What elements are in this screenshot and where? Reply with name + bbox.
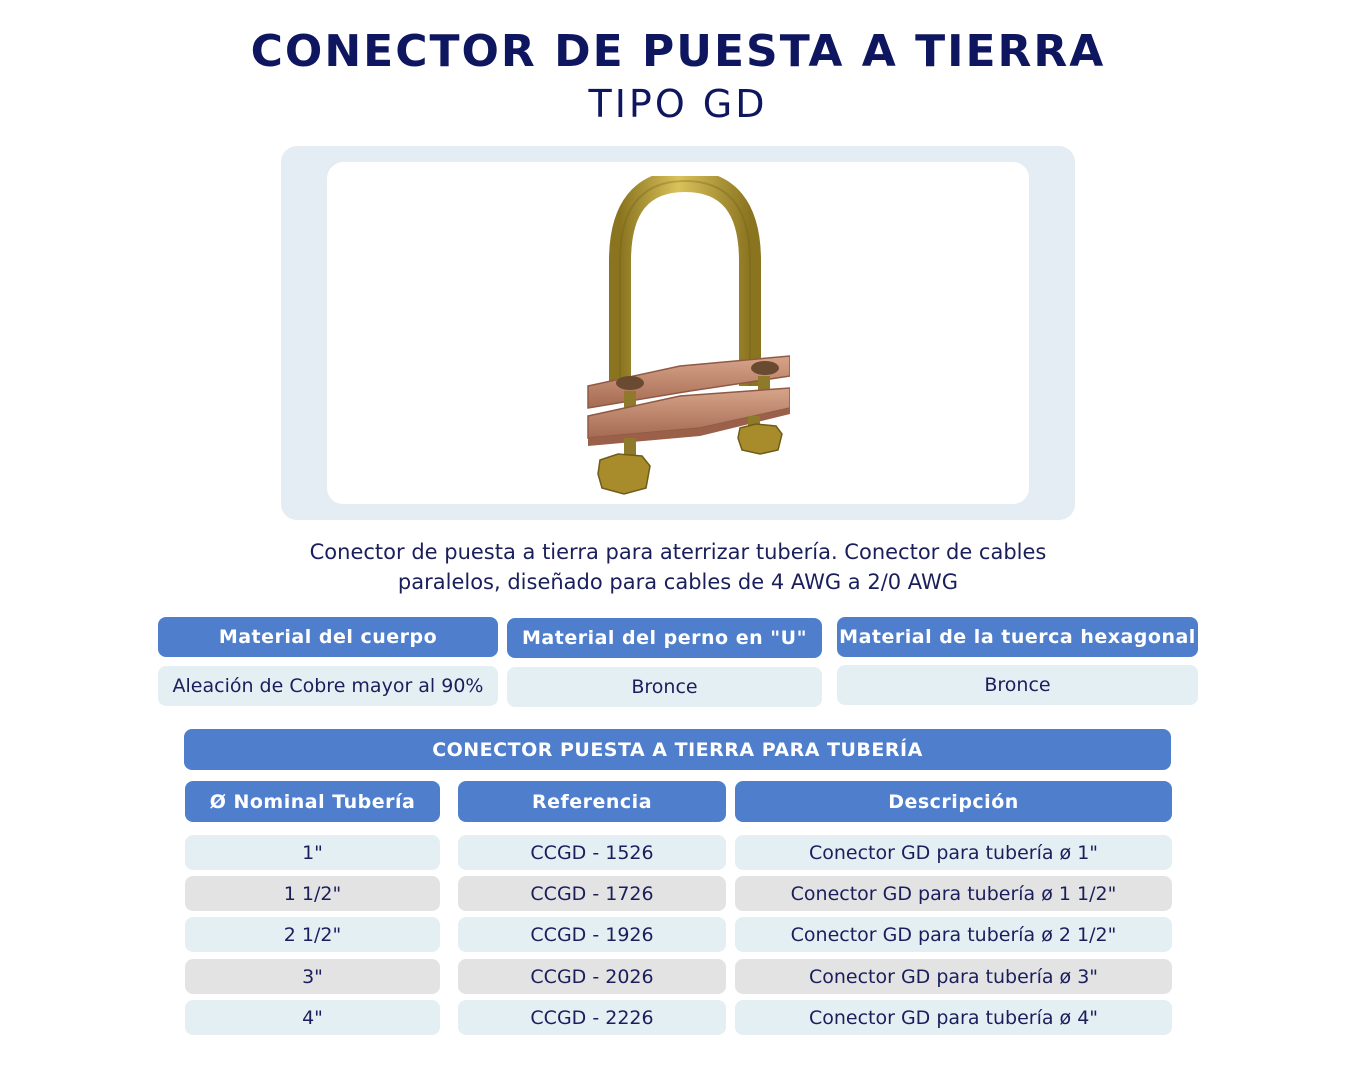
column-header-description: Descripción	[735, 781, 1172, 822]
table-row-1-description: Conector GD para tubería ø 1"	[735, 835, 1172, 870]
u-bolt-ground-connector-image	[580, 176, 790, 498]
material-value-body: Aleación de Cobre mayor al 90%	[158, 666, 498, 706]
material-value-u-bolt: Bronce	[507, 667, 822, 707]
page-subtitle: TIPO GD	[588, 82, 768, 126]
material-header-hex-nut: Material de la tuerca hexagonal	[837, 617, 1198, 657]
table-row-3-description: Conector GD para tubería ø 2 1/2"	[735, 917, 1172, 952]
column-header-reference: Referencia	[458, 781, 726, 822]
table-row-5-description: Conector GD para tubería ø 4"	[735, 1000, 1172, 1035]
table-row-1-diameter: 1"	[185, 835, 440, 870]
description-line-1: Conector de puesta a tierra para aterrizar tubería. Conector de cables	[309, 540, 1047, 564]
table-row-5-reference: CCGD - 2226	[458, 1000, 726, 1035]
table-row-4-diameter: 3"	[185, 959, 440, 994]
page-title: CONECTOR DE PUESTA A TIERRA	[250, 26, 1106, 77]
table-row-2-diameter: 1 1/2"	[185, 876, 440, 911]
material-header-u-bolt: Material del perno en "U"	[507, 618, 822, 658]
table-row-3-reference: CCGD - 1926	[458, 917, 726, 952]
material-header-body: Material del cuerpo	[158, 617, 498, 657]
table-row-2-description: Conector GD para tubería ø 1 1/2"	[735, 876, 1172, 911]
column-header-diameter: Ø Nominal Tubería	[185, 781, 440, 822]
material-value-hex-nut: Bronce	[837, 665, 1198, 705]
description-line-2: paralelos, diseñado para cables de 4 AWG a 2/0 AWG	[397, 570, 959, 594]
product-description	[240, 537, 1116, 597]
table-row-4-description: Conector GD para tubería ø 3"	[735, 959, 1172, 994]
table-row-3-diameter: 2 1/2"	[185, 917, 440, 952]
table-row-2-reference: CCGD - 1726	[458, 876, 726, 911]
table-row-1-reference: CCGD - 1526	[458, 835, 726, 870]
table-title: CONECTOR PUESTA A TIERRA PARA TUBERÍA	[184, 729, 1171, 770]
table-row-4-reference: CCGD - 2026	[458, 959, 726, 994]
table-row-5-diameter: 4"	[185, 1000, 440, 1035]
